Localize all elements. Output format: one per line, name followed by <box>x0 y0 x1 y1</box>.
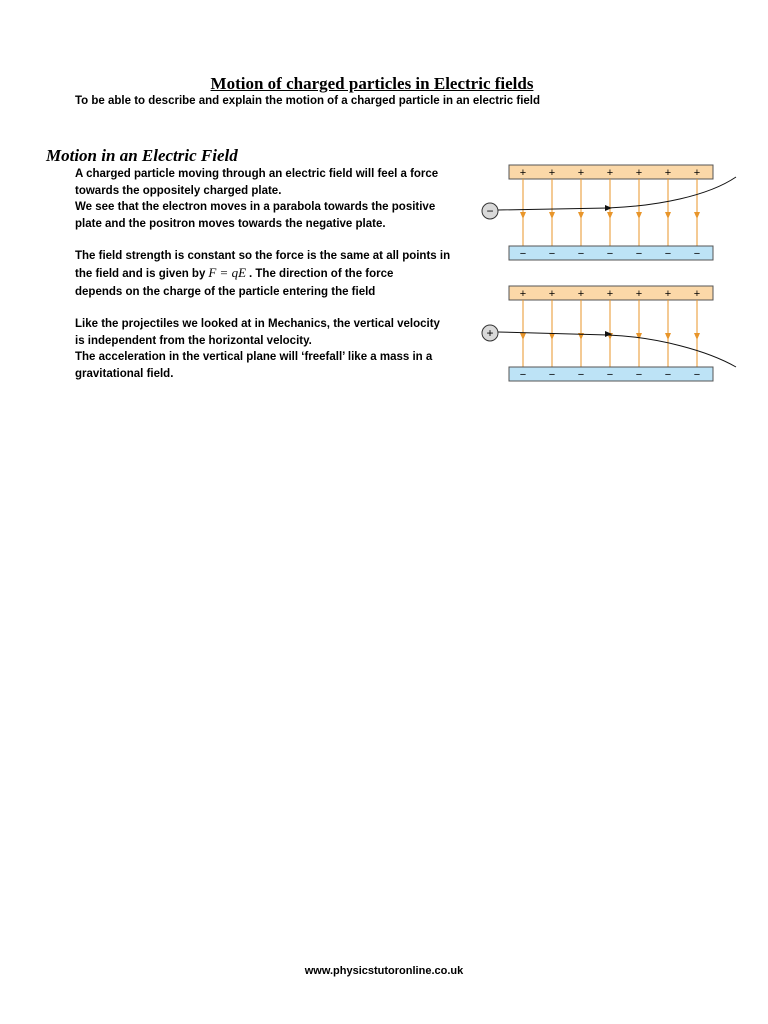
plus-sign: + <box>606 167 614 179</box>
plus-sign: + <box>635 288 643 300</box>
text-line: towards the oppositely charged plate. <box>75 184 282 197</box>
text-line: The field strength is constant so the force is the same at all points in <box>75 250 451 262</box>
plus-sign: + <box>548 167 556 179</box>
paragraph-projectiles <box>75 316 475 382</box>
electron-trajectory <box>498 177 736 210</box>
field-arrow-icon <box>694 212 700 219</box>
field-arrow-icon <box>520 333 526 340</box>
minus-sign: − <box>693 369 701 381</box>
footer-url: www.physicstutoronline.co.uk <box>304 965 464 977</box>
plus-sign: + <box>635 167 643 179</box>
force-formula: F = qE <box>208 264 247 280</box>
text-line: gravitational field. <box>75 367 174 380</box>
positron-symbol: + <box>486 326 494 340</box>
field-arrow-icon <box>607 212 613 219</box>
minus-sign: − <box>519 369 527 381</box>
plus-sign: + <box>519 167 527 179</box>
plus-sign: + <box>519 288 527 300</box>
field-arrow-icon <box>578 212 584 219</box>
positron-trajectory <box>498 332 736 367</box>
text-line: We see that the electron moves in a parabola towards the positive <box>75 201 436 213</box>
minus-sign: − <box>577 248 585 260</box>
text-fragment: . The direction of the force <box>249 267 394 280</box>
plus-sign: + <box>664 288 672 300</box>
plus-sign: + <box>606 288 614 300</box>
positron-field-diagram <box>478 281 738 385</box>
minus-sign: − <box>664 248 672 260</box>
field-lines <box>520 179 700 246</box>
learning-objective: To be able to describe and explain the motion of a charged particle in an electric field <box>75 95 541 107</box>
plus-sign: + <box>693 167 701 179</box>
field-arrow-icon <box>549 212 555 219</box>
field-arrow-icon <box>549 333 555 340</box>
field-arrow-icon <box>665 333 671 340</box>
paragraph-field-strength <box>75 248 475 301</box>
plus-sign: + <box>693 288 701 300</box>
minus-sign: − <box>635 369 643 381</box>
page-title: Motion of charged particles in Electric fields <box>210 74 534 93</box>
minus-sign: − <box>635 248 643 260</box>
minus-sign: − <box>577 369 585 381</box>
plus-sign: + <box>577 288 585 300</box>
text-line: A charged particle moving through an electric field will feel a force <box>75 168 439 180</box>
direction-arrow-icon <box>605 205 612 211</box>
field-arrow-icon <box>665 212 671 219</box>
minus-sign: − <box>548 248 556 260</box>
plus-sign: + <box>664 167 672 179</box>
minus-sign: − <box>548 369 556 381</box>
section-heading: Motion in an Electric Field <box>46 146 238 165</box>
electron-symbol: − <box>486 204 494 218</box>
minus-sign: − <box>693 248 701 260</box>
text-line: is independent from the horizontal velocity. <box>75 334 312 347</box>
text-line: Like the projectiles we looked at in Mechanics, the vertical velocity <box>75 318 440 330</box>
field-arrow-icon <box>520 212 526 219</box>
field-arrow-icon <box>636 212 642 219</box>
text-line: plate and the positron moves towards the negative plate. <box>75 217 386 230</box>
plus-sign: + <box>548 288 556 300</box>
minus-sign: − <box>606 369 614 381</box>
field-arrow-icon <box>636 333 642 340</box>
paragraph-force <box>75 166 475 232</box>
text-line: depends on the charge of the particle entering the field <box>75 286 376 298</box>
minus-sign: − <box>519 248 527 260</box>
field-arrow-icon <box>694 333 700 340</box>
plus-sign: + <box>577 167 585 179</box>
text-fragment: the field and is given by <box>75 267 206 280</box>
electron-field-diagram <box>478 160 738 264</box>
minus-sign: − <box>664 369 672 381</box>
text-line: The acceleration in the vertical plane will ‘freefall’ like a mass in a <box>75 351 433 363</box>
minus-sign: − <box>606 248 614 260</box>
text-line <box>75 265 475 283</box>
